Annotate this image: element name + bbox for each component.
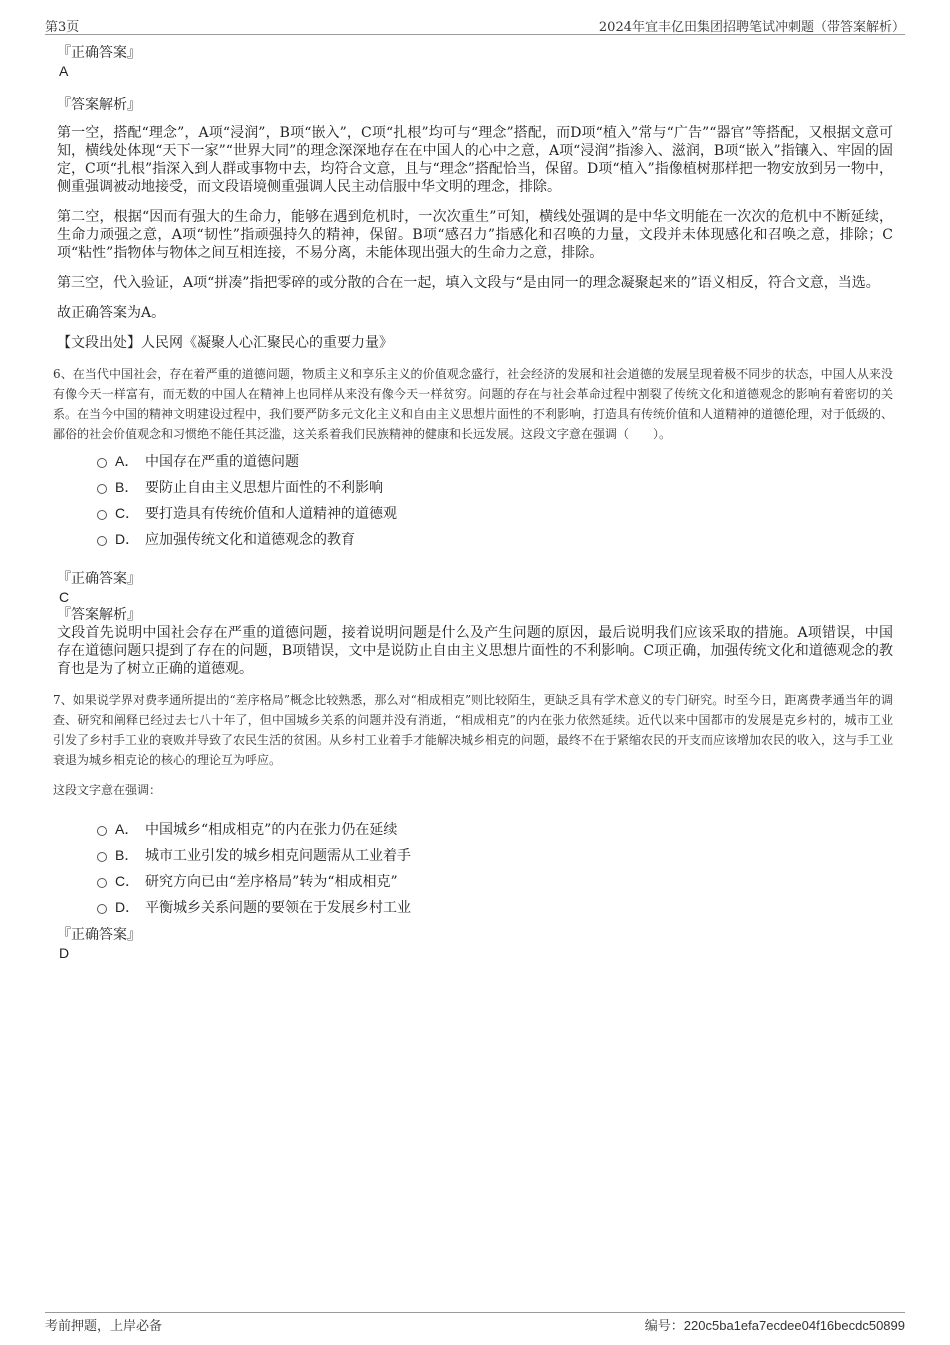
option-b[interactable]: B． 城市工业引发的城乡相克问题需从工业着手 bbox=[97, 842, 893, 868]
option-c[interactable]: C． 研究方向已由“差序格局”转为“相成相克” bbox=[97, 868, 893, 894]
source-citation: 【文段出处】人民网《凝聚人心汇聚民心的重要力量》 bbox=[57, 335, 393, 351]
answer-label: 『正确答案』 bbox=[57, 571, 141, 587]
option-list bbox=[57, 816, 893, 920]
answer-value: A bbox=[59, 63, 69, 79]
option-a[interactable]: A． 中国存在严重的道德问题 bbox=[97, 448, 893, 474]
analysis-paragraph: 第一空，搭配“理念”，A项“浸润”，B项“嵌入”，C项“扎根”均可与“理念”搭配，而D项“植入”常与“广告”“器官”等搭配，又根据文意可知，横线处体现“天下一家”“世界大同”的理念深深地存在在中国人的心中之意，A项“浸润”指渗入、滋润，B项“嵌入”指镶入、牢固的固定，C项“扎根”指深入到人群或事物中去，均符合文意，且与“理念”搭配恰当，保留。D项“植入”指像植树那样把一物安放到另一物中，侧重强调被动地接受，而文段语境侧重强调人民主动信服中华文明的理念，排除。 bbox=[57, 125, 893, 195]
page-footer bbox=[45, 1312, 905, 1335]
radio-icon[interactable] bbox=[97, 536, 107, 546]
question-prompt: 这段文字意在强调： bbox=[53, 783, 162, 797]
option-c[interactable]: C． 要打造具有传统价值和人道精神的道德观 bbox=[97, 500, 893, 526]
answer-value: D bbox=[59, 945, 70, 961]
question-6 bbox=[53, 364, 894, 678]
answer-value: C bbox=[59, 589, 70, 605]
question-5-answer bbox=[57, 44, 893, 352]
radio-icon[interactable] bbox=[97, 484, 107, 494]
radio-icon[interactable] bbox=[97, 826, 107, 836]
page-number: 第3页 bbox=[45, 20, 80, 35]
option-b[interactable]: B． 要防止自由主义思想片面性的不利影响 bbox=[97, 474, 893, 500]
document-body bbox=[53, 44, 894, 962]
question-stem: 6、在当代中国社会，存在着严重的道德问题，物质主义和享乐主义的价值观念盛行，社会经济的发展和社会道德的发展呈现着极不同步的状态，中国人从来没有像今天一样富有，而无数的中国人在精神上也同样从来没有像今天一样贫穷。问题的存在与社会革命过程中割裂了传统文化和道德观念的影响有着密切的关系。在当今中国的精神文明建设过程中，我们要严防多元文化主义和自由主义思想片面性的不利影响，打造具有传统价值和人道精神的道德伦理，对于低级的、鄙俗的社会价值观念和习惯绝不能任其泛滥，这关系着我们民族精神的健康和长远发展。这段文字意在强调（ ）。 bbox=[53, 367, 894, 441]
radio-icon[interactable] bbox=[97, 878, 107, 888]
analysis-paragraph: 第二空，根据“因而有强大的生命力，能够在遇到危机时，一次次重生”可知，横线处强调的是中华文明能在一次次的危机中不断延续，生命力顽强之意，A项“韧性”指顽强持久的精神，保留。B项“感召力”指感化和召唤的力量，文段并未体现感化和召唤之意，排除；C项“粘性”指物体与物体之间互相连接，不易分离，未能体现出强大的生命力之意，排除。 bbox=[57, 209, 893, 261]
analysis-conclusion: 故正确答案为A。 bbox=[57, 305, 166, 321]
question-7 bbox=[53, 690, 894, 962]
option-d[interactable]: D． 平衡城乡关系问题的要领在于发展乡村工业 bbox=[97, 894, 893, 920]
answer-label: 『正确答案』 bbox=[57, 45, 141, 61]
option-a[interactable]: A． 中国城乡“相成相克”的内在张力仍在延续 bbox=[97, 816, 893, 842]
question-stem: 7、如果说学界对费孝通所提出的“差序格局”概念比较熟悉，那么对“相成相克”则比较陌生，更缺乏具有学术意义的专门研究。时至今日，距离费孝通当年的调查、研究和阐释已经过去七八十年了，但中国城乡关系的问题并没有消逝，“相成相克”的内在张力依然延续。近代以来中国都市的发展是克乡村的，城市工业引发了乡村手工业的衰败并导致了农民生活的贫困。从乡村工业着手才能解决城乡相克的问题，最终不在于紧缩农民的开支而应该增加农民的收入，这与手工业衰退为城乡相克论的核心的理论互为呼应。 bbox=[53, 693, 894, 767]
code-label: 编号： bbox=[644, 1319, 684, 1334]
document-code bbox=[645, 1315, 905, 1334]
answer-label: 『正确答案』 bbox=[57, 927, 141, 943]
radio-icon[interactable] bbox=[97, 510, 107, 520]
code-value: 220c5ba1efa7ecdee04f16becdc50899 bbox=[683, 1318, 905, 1333]
option-list bbox=[57, 448, 893, 552]
analysis-paragraph: 文段首先说明中国社会存在严重的道德问题，接着说明问题是什么及产生问题的原因，最后说明我们应该采取的措施。A项错误，中国存在道德问题只提到了存在的问题，B项错误，文中是说防止自由主义思想片面性的不利影响。C项正确，加强传统文化和道德观念的教育也是为了树立正确的道德观。 bbox=[57, 625, 893, 677]
radio-icon[interactable] bbox=[97, 904, 107, 914]
analysis-paragraph: 第三空，代入验证，A项“拼凑”指把零碎的或分散的合在一起，填入文段与“是由同一的理念凝聚起来的”语义相反，符合文意，当选。 bbox=[57, 275, 880, 291]
option-d[interactable]: D． 应加强传统文化和道德观念的教育 bbox=[97, 526, 893, 552]
document-title: 2024年宜丰亿田集团招聘笔试冲刺题（带答案解析） bbox=[598, 20, 905, 35]
page-header bbox=[45, 14, 905, 35]
analysis-label: 『答案解析』 bbox=[57, 607, 141, 623]
radio-icon[interactable] bbox=[97, 852, 107, 862]
radio-icon[interactable] bbox=[97, 458, 107, 468]
analysis-label: 『答案解析』 bbox=[57, 97, 141, 113]
footer-slogan: 考前押题，上岸必备 bbox=[45, 1319, 163, 1334]
